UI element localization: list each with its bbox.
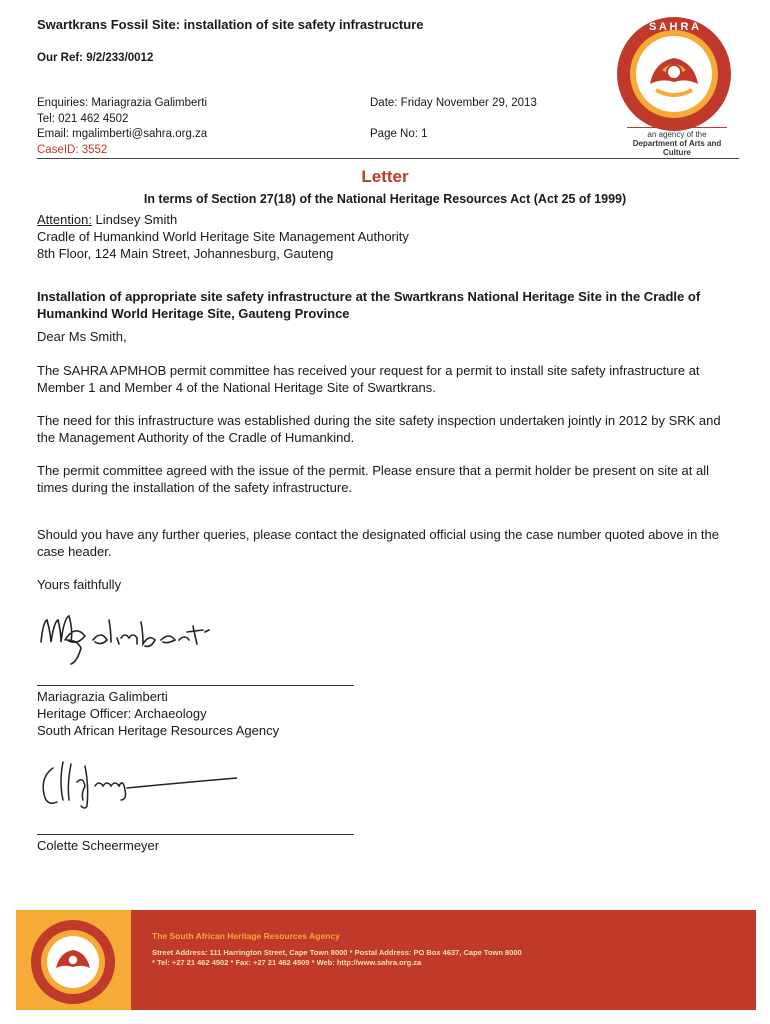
paragraph-4: Should you have any further queries, please contact the designated official using the case number quoted above in the case header. (37, 527, 719, 559)
signatory-title: Heritage Officer: Archaeology (37, 706, 207, 721)
addressee-organisation: Cradle of Humankind World Heritage Site Management Authority (37, 229, 409, 244)
agency-of-caption (622, 127, 732, 157)
subject-line: Installation of appropriate site safety infrastructure at the Swartkrans National Heritage Site in the Cradle of Humankind World Heritage Site, Gauteng Province (37, 289, 701, 321)
addressee-address: 8th Floor, 124 Main Street, Johannesburg, Gauteng (37, 246, 334, 261)
header-divider (37, 158, 739, 159)
signatory-organisation: South African Heritage Resources Agency (37, 723, 280, 738)
signature-line (37, 834, 354, 835)
enquiries-line: Enquiries: Mariagrazia Galimberti (37, 97, 208, 109)
agency-of-line: an agency of the (647, 130, 707, 139)
signature-galimberti (37, 602, 237, 672)
date-block (370, 96, 537, 143)
document-title: Swartkrans Fossil Site: installation of site safety infrastructure (37, 17, 424, 32)
closing: Yours faithfully (37, 577, 122, 592)
signature-scheermeyer (37, 752, 237, 814)
signatory-name: Colette Scheermeyer (37, 838, 160, 853)
footer-address-line: Street Address: 111 Harrington Street, Cape Town 8000 * Postal Address: PO Box 4637, Cape Town 8000 (152, 948, 522, 957)
footer-logo-panel (16, 910, 131, 1010)
salutation: Dear Ms Smith, (37, 329, 127, 344)
page-number: Page No: 1 (370, 128, 428, 140)
attention-name: Lindsey Smith (91, 212, 178, 227)
email-line: Email: mgalimberti@sahra.org.za (37, 128, 208, 140)
date-line: Date: Friday November 29, 2013 (370, 97, 537, 109)
svg-text:S A H R A: S A H R A (648, 21, 700, 33)
paragraph-1: The SAHRA APMHOB permit committee has received your request for a permit to install site safety infrastructure at Member 1 and Member 4 of the National Heritage Site of Swartkrans. (37, 363, 700, 395)
signatory-block-1 (37, 688, 279, 739)
signature-line (37, 685, 354, 686)
telephone-line: Tel: 021 462 4502 (37, 112, 129, 125)
enquiries-block (37, 96, 207, 158)
letter-title: Letter (361, 167, 409, 186)
signatory-name: Mariagrazia Galimberti (37, 689, 168, 704)
signatory-block-2 (37, 837, 159, 854)
department-line: Department of Arts and Culture (632, 139, 722, 157)
paragraph-3: The permit committee agreed with the issue of the permit. Please ensure that a permit holder be present on site at all times during the installation of the safety infrastructure. (37, 463, 710, 495)
case-id: CaseID: 3552 (37, 143, 108, 156)
footer-agency-name: The South African Heritage Resources Agency (152, 931, 340, 941)
footer-contact-line: * Tel: +27 21 462 4502 * Fax: +27 21 462 4509 * Web: http://www.sahra.org.za (152, 958, 422, 967)
paragraph-2: The need for this infrastructure was established during the site safety inspection undertaken jointly in 2012 by SRK and the Management Authority of the Cradle of Humankind. (37, 413, 721, 445)
addressee-block (37, 211, 409, 262)
act-section-heading: In terms of Section 27(18) of the National Heritage Resources Act (Act 25 of 1999) (143, 192, 627, 206)
reference-number: Our Ref: 9/2/233/0012 (37, 52, 154, 64)
attention-label: Attention: (37, 212, 92, 227)
footer-sahra-logo (16, 910, 131, 1010)
